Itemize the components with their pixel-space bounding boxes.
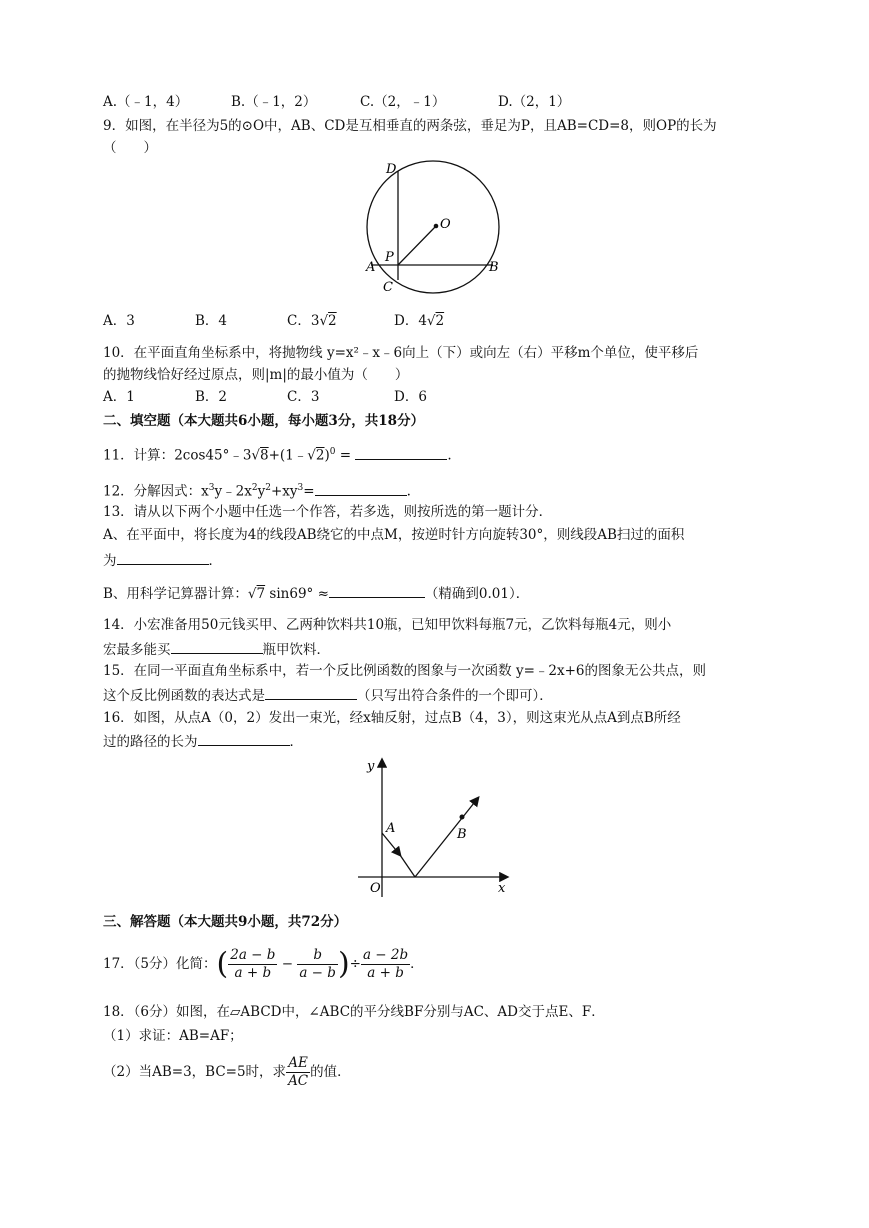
q17-line: 17．（5分）化简：( $\frac{2a - b}{a + b}$ − $\frac{b}{a - b}$ )÷ $\frac{a - 2b}{a + b}$ ． — [103, 946, 424, 982]
q10-option-c: C．3 — [287, 389, 320, 405]
label-o: O — [440, 217, 451, 232]
label-b: B — [457, 827, 467, 842]
q18-stem: 18．（6分）如图，在▱ABCD中，∠ABC的平分线BF分别与AC、AD交于点E、F． — [103, 1004, 605, 1020]
q13-stem: 13．请从以下两个小题中任选一个作答，若多选，则按所选的第一题计分． — [103, 504, 553, 520]
q10-stem-line2: 的抛物线恰好经过原点，则|m|的最小值为（ ） — [103, 367, 409, 383]
q10-option-d: D．6 — [394, 389, 427, 405]
q9-stem-line2: （ ） — [103, 140, 157, 156]
q9-option-b: B．4 — [195, 313, 228, 329]
q9-option-c: C．3√2 — [287, 313, 337, 329]
incident-ray-tail — [400, 855, 415, 877]
q9-option-d: D．4√2 — [394, 313, 445, 329]
section-2-heading: 二、填空题（本大题共6小题，每小题3分，共18分） — [103, 413, 425, 429]
label-o: O — [370, 881, 381, 896]
q16-stem-line1: 16．如图，从点A（0，2）发出一束光，经x轴反射，过点B（4，3），则这束光从点A到点B所经 — [103, 710, 681, 726]
q12-line: 12．分解因式：$x^3y﹣2x^2y^2+xy^3=$ . — [103, 478, 411, 502]
label-a: A — [366, 260, 376, 275]
q13-part-a-line1: A、在平面中，将长度为4的线段AB绕它的中点M，按逆时针方向旋转30°，则线段AB扫过的面积 — [103, 527, 685, 543]
q10-option-b: B．2 — [195, 389, 228, 405]
q9-circle-figure — [360, 158, 510, 298]
q14-answer-blank — [171, 639, 263, 654]
q13-part-a-line2: 为 ． — [103, 550, 222, 571]
circle-o — [367, 161, 499, 293]
q13a-answer-blank — [117, 550, 209, 565]
q16-answer-blank — [198, 731, 290, 746]
q12-answer-blank — [315, 481, 407, 496]
q10-option-a: A．1 — [103, 389, 135, 405]
label-x: x — [498, 881, 506, 896]
q11-answer-blank — [355, 445, 447, 460]
q13b-answer-blank — [329, 583, 425, 598]
label-d: D — [386, 162, 397, 177]
label-p: P — [385, 250, 394, 265]
point-b — [460, 815, 465, 820]
section-3-heading: 三、解答题（本大题共9小题，共72分） — [103, 914, 348, 930]
incident-ray — [382, 833, 400, 855]
q15-answer-blank — [265, 685, 357, 700]
q10-stem-line1: 10．在平面直角坐标系中，将抛物线 y=x²﹣x﹣6向上（下）或向左（右）平移m个单位，使平移后 — [103, 345, 699, 361]
q16-stem-line2: 过的路径的长为 ． — [103, 731, 303, 752]
reflected-ray — [415, 798, 478, 877]
q14-stem-line2: 宏最多能买 瓶甲饮料． — [103, 639, 330, 660]
q9-option-a: A．3 — [103, 313, 135, 329]
q11-line: 11．计算：2cos45°﹣3√8+(1﹣√2)$^0$ = . — [103, 442, 452, 466]
label-a: A — [386, 821, 396, 836]
label-y: y — [367, 759, 375, 774]
label-b: B — [489, 260, 499, 275]
q16-reflection-figure — [352, 752, 517, 900]
q8-option-c: C.（2，﹣1） — [360, 94, 446, 110]
q8-option-b: B.（﹣1，2） — [231, 94, 317, 110]
center-point-o — [434, 224, 439, 229]
segment-op — [398, 226, 436, 265]
q9-stem-line1: 9．如图，在半径为5的⊙O中，AB、CD是互相垂直的两条弦，垂足为P，且AB=CD=8，则OP的长为 — [103, 118, 717, 134]
q18-part-2: （2）当AB=3，BC=5时，求 $\frac{AE}{AC}$ 的值． — [103, 1055, 351, 1089]
q13-part-b: B、用科学记算器计算：√7 sin69° ≈ （精确到0.01）． — [103, 583, 529, 604]
q8-option-a: A.（﹣1，4） — [103, 94, 189, 110]
q18-part-1: （1）求证：AB=AF； — [103, 1028, 243, 1044]
q15-stem-line1: 15．在同一平面直角坐标系中，若一个反比例函数的图象与一次函数 y=﹣2x+6的图象无公共点，则 — [103, 663, 707, 679]
q14-stem-line1: 14．小宏准备用50元钱买甲、乙两种饮料共10瓶，已知甲饮料每瓶7元，乙饮料每瓶4元，则小 — [103, 617, 672, 633]
label-c: C — [383, 280, 393, 295]
q15-stem-line2: 这个反比例函数的表达式是 （只写出符合条件的一个即可）． — [103, 685, 553, 706]
q8-option-d: D.（2，1） — [498, 94, 571, 110]
